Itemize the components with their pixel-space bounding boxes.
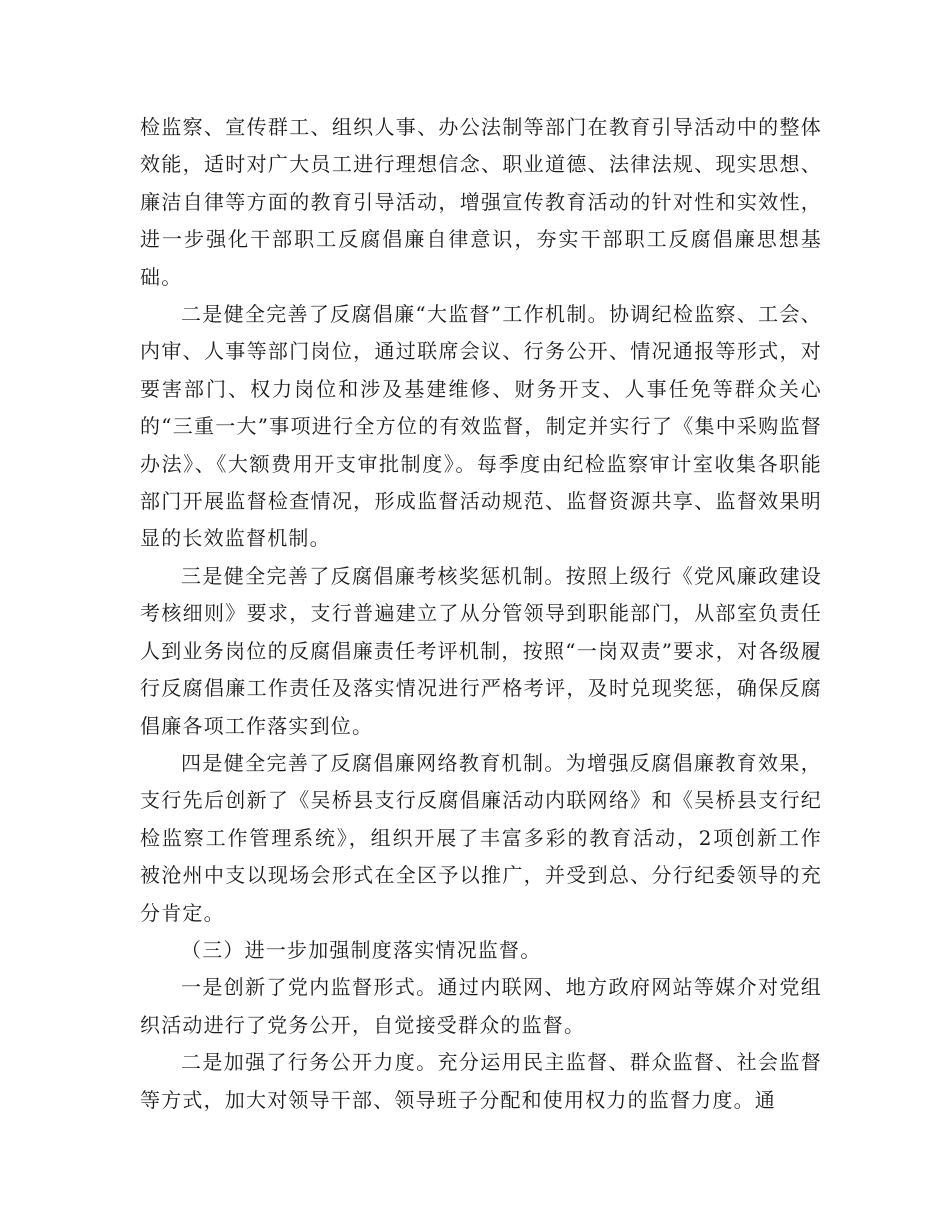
paragraph-affairs-openness: 二是加强了行务公开力度。充分运用民主监督、群众监督、社会监督等方式，加大对领导干部、领导班子分配和使用权力的监督力度。通 <box>140 1050 822 1112</box>
paragraph-assessment: 三是健全完善了反腐倡廉考核奖惩机制。按照上级行《党风廉政建设考核细则》要求，支行普遍建立了从分管领导到职能部门，从部室负责任人到业务岗位的反腐倡廉责任考评机制，按照“一岗双责”要求，对各级履行反腐倡廉工作责任及落实情况进行严格考评，及时兑现奖惩，确保反腐倡廉各项工作落实到位。 <box>140 563 822 738</box>
paragraph-network-education: 四是健全完善了反腐倡廉网络教育机制。为增强反腐倡廉教育效果，支行先后创新了《吴桥县支行反腐倡廉活动内联网络》和《吴桥县支行纪检监察工作管理系统》，组织开展了丰富多彩的教育活动，2项创新工作被沧州中支以现场会形式在全区予以推广，并受到总、分行纪委领导的充分肯定。 <box>140 750 822 925</box>
document-body <box>140 109 822 1119</box>
section-heading-3: （三）进一步加强制度落实情况监督。 <box>181 937 542 962</box>
paragraph-continued: 检监察、宣传群工、组织人事、办公法制等部门在教育引导活动中的整体效能，适时对广大员工进行理想信念、职业道德、法律法规、现实思想、廉洁自律等方面的教育引导活动，增强宣传教育活动的针对性和实效性，进一步强化干部职工反腐倡廉自律意识，夯实干部职工反腐倡廉思想基础。 <box>140 115 822 289</box>
paragraph-big-supervision: 二是健全完善了反腐倡廉“大监督”工作机制。协调纪检监察、工会、内审、人事等部门岗位，通过联席会议、行务公开、情况通报等形式，对要害部门、权力岗位和涉及基建维修、财务开支、人事任免等群众关心的“三重一大”事项进行全方位的有效监督，制定并实行了《集中采购监督办法》、《大额费用开支审批制度》。每季度由纪检监察审计室收集各职能部门开展监督检查情况，形成监督活动规范、监督资源共享、监督效果明显的长效监督机制。 <box>140 302 822 551</box>
paragraph-party-supervision: 一是创新了党内监督形式。通过内联网、地方政府网站等媒介对党组织活动进行了党务公开，自觉接受群众的监督。 <box>140 975 822 1037</box>
